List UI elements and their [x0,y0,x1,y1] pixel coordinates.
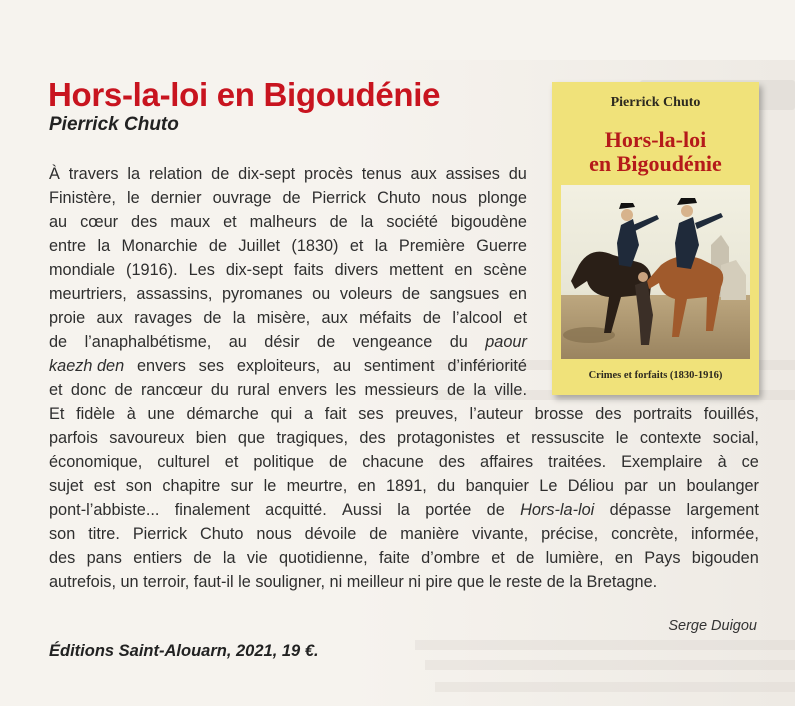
body-word: kaezh den [49,357,125,375]
body-word: l’anaphalbétisme, [84,333,212,351]
body-word: politique [253,453,315,471]
bleed-text-line [435,682,795,692]
body-word: et [513,309,527,327]
cover-author: Pierrick Chuto [610,95,701,110]
body-word: au [332,357,352,375]
body-word: bien [195,429,227,447]
body-word: culturel [157,453,210,471]
body-word: dernier [150,189,202,207]
body-word: ouvrage [212,189,272,207]
body-word: précise, [541,525,599,543]
body-word: des [131,213,158,231]
body-word: rural [237,381,270,399]
body-word: pans [86,549,122,567]
body-line [49,354,527,378]
body-word: qui [270,405,293,423]
body-word: la [97,237,111,255]
body-word: dix-sept [238,165,296,183]
body-word: au [49,213,68,231]
body-word: de [329,213,348,231]
body-word: faite [379,549,410,567]
body-word: proie [49,309,86,327]
body-word: fait [324,405,347,423]
body-word: pyromanes [221,285,303,303]
body-word: tenus [361,165,402,183]
body-word: d’ombre [421,549,480,567]
body-word: vivante, [472,525,529,543]
body-word: et [223,213,237,231]
body-word: de [317,333,336,351]
body-word: ce [741,453,759,471]
body-line [49,546,759,570]
body-word: rancœur [140,381,203,399]
body-word: Guerre [476,237,527,255]
body-word: entiers [133,549,183,567]
body-word: société [386,213,438,231]
cover-title-line-2: en Bigoudénie [589,151,722,176]
body-word: dépasse [609,501,672,519]
body-word: de [203,309,222,327]
body-word: Et [49,405,65,423]
body-line [49,234,527,258]
body-word: Hors-la-loi [520,501,595,519]
body-word: bigoudène [450,213,527,231]
body-word: dix-sept [225,261,283,279]
gendarmes-on-horseback-illustration [561,185,750,359]
body-line [49,474,759,498]
body-word: que [237,429,266,447]
body-word: en [454,261,473,279]
cover-title [552,128,759,176]
body-word: paour [485,333,527,351]
body-word: par [624,477,648,495]
body-word: faits [293,261,324,279]
body-word: preuves, [395,405,458,423]
body-word: Chuto [200,525,244,543]
body-word: la [232,309,246,327]
body-word: À [49,165,60,183]
body-word: messieurs [364,381,439,399]
body-word: concrète, [611,525,679,543]
edition-info: Éditions Saint-Alouarn, 2021, 19 €. [49,642,319,660]
body-word: en [614,549,633,567]
body-word: assassins, [136,285,213,303]
cover-title-line-1: Hors-la-loi [604,127,707,152]
body-word: Juillet [238,237,281,255]
body-word: la [360,213,374,231]
body-word: de [401,285,421,303]
body-word: Déliou [567,477,614,495]
body-word: travers [68,165,119,183]
body-word: (1916). [126,261,178,279]
body-word: envers [278,381,328,399]
body-word: de [282,189,301,207]
body-word: d’infériorité [447,357,527,375]
body-word: ressuscite [531,429,605,447]
body-line [49,522,759,546]
body-word: parfois [49,429,98,447]
body-word: son [49,525,76,543]
body-line [49,450,759,474]
body-word: Exemplaire [621,453,703,471]
body-word: à [126,405,136,423]
body-word: fidèle [76,405,116,423]
bleed-text-line [415,640,795,650]
body-word: de [422,309,441,327]
body-word: manière [400,525,460,543]
body-word: social, [712,429,759,447]
body-word: est [93,477,116,495]
body-word: les [335,381,357,399]
cover-subtitle: Crimes et forfaits (1830-1916) [588,370,723,381]
body-word: Pays [644,549,681,567]
body-word: ses [198,357,225,375]
body-word: meurtriers, [49,285,127,303]
body-word: (1830) [291,237,339,255]
body-word: procès [304,165,353,183]
article-author: Pierrick Chuto [49,114,179,135]
body-word: l’auteur [469,405,523,423]
body-word: et [224,453,239,471]
body-word: exploiteurs, [236,357,321,375]
body-word: mondiale [49,261,116,279]
body-line [49,402,759,426]
body-word: de [486,501,505,519]
body-word: des [595,405,622,423]
body-word: de [193,549,212,567]
review-signature: Serge Duigou [668,618,757,634]
body-word: fouillés, [703,405,759,423]
body-line [49,306,527,330]
body-word: la [222,549,236,567]
body-word: de [211,165,230,183]
body-word: de [208,237,228,255]
body-word: l’alcool [452,309,503,327]
body-word: économique, [49,453,143,471]
body-word: des [438,453,466,471]
body-word: à [717,453,727,471]
book-cover [552,82,759,395]
body-word: envers [136,357,186,375]
body-word: et [49,381,63,399]
body-word: affaires [480,453,534,471]
body-word: chapitre [162,477,221,495]
body-word: et [349,237,364,255]
body-word: informée, [690,525,759,543]
body-word: sangsues [429,285,500,303]
body-word: le [615,429,629,447]
body-word: mettent [389,261,444,279]
body-line [49,426,759,450]
body-word: aux [96,309,123,327]
body-line: autrefois, un terroir, faut-il le souligner, ni meilleur ni pire que le reste de la Bretagne. [49,573,658,591]
bleed-text-line [425,660,795,670]
body-word: Monarchie [121,237,198,255]
body-word: de [49,333,68,351]
body-word: la [397,501,410,519]
body-line [49,330,527,354]
body-word: démarche [186,405,259,423]
body-word: le [263,477,277,495]
body-word: méfaits [359,309,412,327]
body-word: boulanger [686,477,759,495]
body-line [49,378,527,402]
body-word: vie [246,549,268,567]
body-word: de [446,381,466,399]
body-word: largement [686,501,759,519]
body-word: le [127,189,140,207]
body-word: acquitté. [265,501,327,519]
body-line [49,162,527,186]
body-word: des [359,429,386,447]
body-word: pont-l’abbiste... [49,501,160,519]
body-word: cœur [80,213,119,231]
body-word: voleurs [339,285,393,303]
body-word: son [125,477,153,495]
body-word: ville. [494,381,527,399]
body-word: Les [188,261,215,279]
body-word: du [508,165,527,183]
body-word: assises [445,165,500,183]
body-word: du [437,477,456,495]
body-word: finalement [174,501,250,519]
cover-illustration [561,185,750,359]
body-line [49,186,527,210]
body-word: a [304,405,314,423]
body-word: bigouden [691,549,759,567]
body-word: malheurs [249,213,317,231]
body-word: meurtre, [286,477,348,495]
body-word: du [449,333,468,351]
body-word: aux [410,165,437,183]
body-word: des [49,549,76,567]
body-word: en [508,285,527,303]
body-word: dévoile [304,525,357,543]
body-word: la [127,165,141,183]
body-word: plonge [477,189,527,207]
body-word: sur [230,477,254,495]
body-word: savoureux [109,429,185,447]
body-word: un [658,477,677,495]
body-word: sentiment [363,357,435,375]
body-word: du [210,381,229,399]
body-word: de [329,453,348,471]
body-word: de [516,549,535,567]
body-word: lumière, [545,549,604,567]
body-word: portraits [633,405,693,423]
body-word: 1891, [386,477,427,495]
body-word: Pierrick [132,525,188,543]
body-word: nous [431,189,467,207]
body-word: scène [483,261,527,279]
body-word: désir [264,333,300,351]
body-word: maux [170,213,211,231]
body-line [49,210,527,234]
body-word: au [228,333,247,351]
body-line [49,258,527,282]
body-word: chacune [362,453,424,471]
body-word: contexte [639,429,702,447]
body-word: traitées. [548,453,607,471]
body-line [49,498,759,522]
body-word: relation [148,165,203,183]
body-word: et [506,429,520,447]
body-word: aux [321,309,348,327]
body-word: une [147,405,175,423]
body-word: et [491,549,505,567]
body-word: Aussi [342,501,382,519]
body-word: de [369,525,388,543]
body-word: sujet [49,477,84,495]
body-word: Pierrick [311,189,366,207]
body-word: nous [256,525,292,543]
body-word: portée [425,501,472,519]
body-word: banquier [465,477,529,495]
body-word: Le [539,477,558,495]
body-word: la [473,381,487,399]
body-word: titre. [88,525,120,543]
body-word: misère, [256,309,311,327]
body-word: ravages [134,309,193,327]
body-word: brosse [534,405,584,423]
body-word: quotidienne, [278,549,368,567]
body-word: donc [70,381,107,399]
body-word: de [114,381,133,399]
body-word: ses [358,405,384,423]
body-word: Finistère, [49,189,116,207]
body-word: tragiques, [276,429,348,447]
body-word: protagonistes [397,429,495,447]
body-word: Première [398,237,465,255]
body-line [49,282,527,306]
body-word: entre [49,237,87,255]
body-word: ou [312,285,331,303]
article-title: Hors-la-loi en Bigoudénie [48,76,441,113]
body-word: Chuto [377,189,421,207]
body-word: la [374,237,388,255]
body-word: divers [334,261,379,279]
body-word: en [357,477,376,495]
body-word: vengeance [352,333,433,351]
